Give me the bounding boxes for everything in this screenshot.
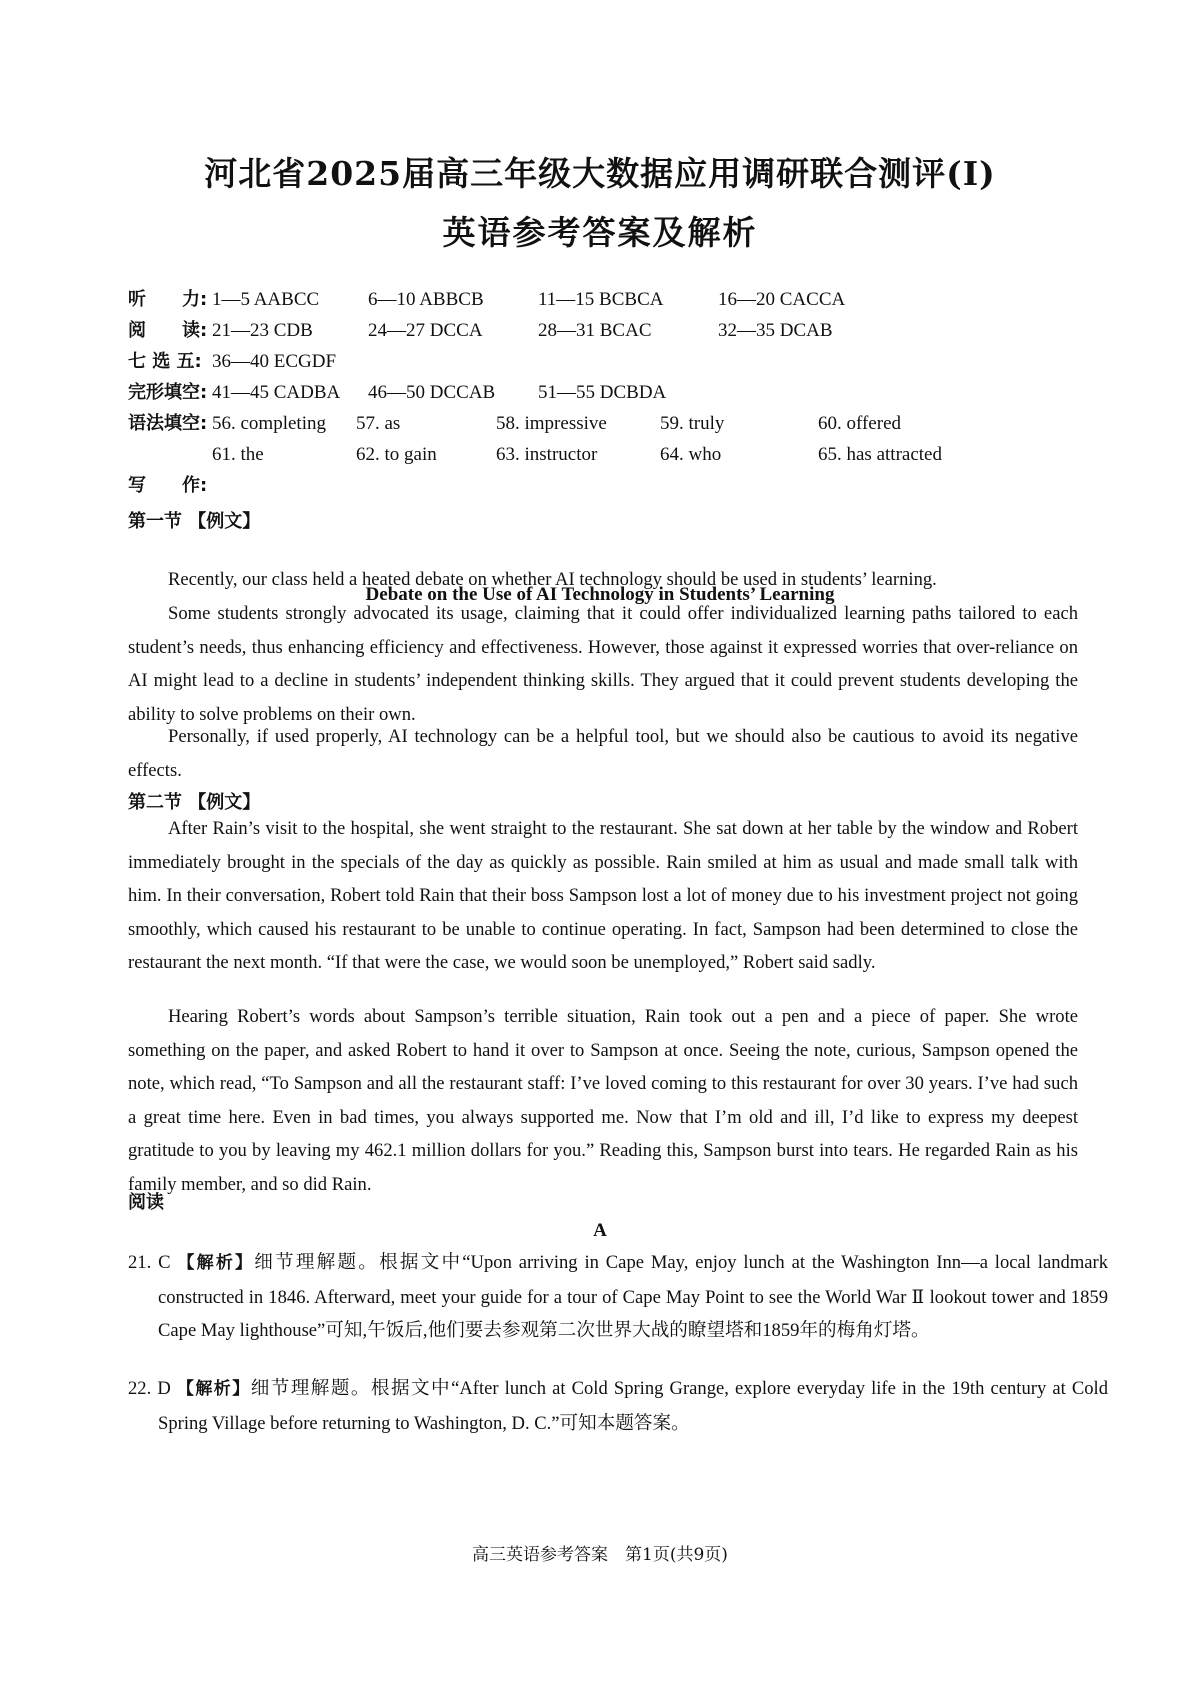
- page-subtitle: 英语参考答案及解析: [442, 213, 758, 252]
- answer-group: 1—5 AABCC: [212, 289, 320, 310]
- answer-group: 32—35 DCAB: [718, 320, 833, 341]
- answer-group: 11—15 BCBCA: [538, 289, 664, 310]
- answer-group: 41—45 CADBA: [212, 382, 341, 403]
- question-number: 21. C: [128, 1252, 171, 1273]
- grammar-answer: 57. as: [356, 413, 401, 434]
- answer-group: 51—55 DCBDA: [538, 382, 667, 403]
- page-title: 河北省2025届高三年级大数据应用调研联合测评(Ⅰ): [204, 154, 996, 193]
- story-paragraph: Hearing Robert’s words about Sampson’s terrible situation, Rain took out a pen and a piece of paper. She wrote something on the paper, and asked Robert to hand it over to Sampson at once. Seeing the note, curious, Sampson opened the note, which read, “To Sampson and all the restaurant staff: I’ve loved coming to this restaurant for over 30 years. I’ve had such a great time here. Even in bad times, you always supported me. Now that I’m old and ill, I’d like to express my deepest gratitude to you by leaving my 462.1 million dollars for you.” Reading this, Sampson burst into tears. He regarded Rain as his family member, and so did Rain.: [128, 1006, 1078, 1195]
- section2-heading: 第二节 【例文】: [128, 792, 261, 813]
- story-paragraph: After Rain’s visit to the hospital, she went straight to the restaurant. She sat down at her table by the window and Robert immediately brought in the specials of the day as quickly as possible. Rain smiled at him as usual and made small talk with him. In their conversation, Robert told Rain that their boss Sampson lost a lot of money due to his investment project not going smoothly, which caused his restaurant to be unable to continue operating. In fact, Sampson had been determined to close the restaurant the next month. “If that were the case, we would soon be unemployed,” Robert said sadly.: [128, 818, 1078, 974]
- explanation-tag: 【解析】: [176, 1379, 251, 1399]
- essay-title: Debate on the Use of AI Technology in Students’ Learning: [365, 584, 835, 605]
- grammar-answer: 62. to gain: [356, 444, 437, 465]
- grammar-label: 语法填空:: [128, 413, 208, 434]
- grammar-answer: 59. truly: [660, 413, 725, 434]
- writing-label: 写 作:: [128, 475, 208, 496]
- answer-group: 21—23 CDB: [212, 320, 313, 341]
- page-footer: 高三英语参考答案 第1页(共9页): [472, 1545, 728, 1565]
- answer-group: 28—31 BCAC: [538, 320, 652, 341]
- answer-explanation: [128, 1246, 1108, 1348]
- reading-heading: 阅读: [128, 1192, 164, 1213]
- essay-paragraph: Personally, if used properly, AI technology can be a helpful tool, but we should also be cautious to avoid its negative effects.: [128, 726, 1078, 781]
- answer-group: 36—40 ECGDF: [212, 351, 337, 372]
- answer-group: 16—20 CACCA: [718, 289, 846, 310]
- section1-heading: 第一节 【例文】: [128, 511, 261, 532]
- answer-group: 6—10 ABBCB: [368, 289, 484, 310]
- grammar-answer: 60. offered: [818, 413, 902, 434]
- answer-group: 46—50 DCCAB: [368, 382, 496, 403]
- passage-label: A: [593, 1220, 607, 1241]
- grammar-answer: 56. completing: [212, 413, 326, 434]
- grammar-answer: 65. has attracted: [818, 444, 942, 465]
- explanation-text: 细节理解题。根据文中“After lunch at Cold Spring Grange, explore everyday life in the 19th century at Cold Spring Village before returning to Washington, D. C.”可知本题答案。: [158, 1378, 1109, 1434]
- answer-explanation: [128, 1372, 1108, 1440]
- essay-paragraph: Some students strongly advocated its usage, claiming that it could offer individualized learning paths tailored to each student’s needs, thus enhancing efficiency and effectiveness. However, those against it expressed worries that over-reliance on AI might lead to a decline in students’ independent thinking skills. They argued that it could prevent students developing the ability to solve problems on their own.: [128, 603, 1078, 725]
- grammar-answer: 63. instructor: [496, 444, 598, 465]
- explanation-tag: 【解析】: [177, 1253, 255, 1273]
- grammar-answer: 58. impressive: [496, 413, 607, 434]
- seven-five-label: 七 选 五:: [128, 351, 202, 372]
- grammar-answer: 61. the: [212, 444, 264, 465]
- explanation-text: 细节理解题。根据文中“Upon arriving in Cape May, enjoy lunch at the Washington Inn—a local landmark constructed in 1846. Afterward, meet your guide for a tour of Cape May Point to see the World War Ⅱ lookout tower and 1859 Cape May lighthouse”可知,午饭后,他们要去参观第二次世界大战的瞭望塔和1859年的梅角灯塔。: [158, 1252, 1109, 1342]
- listening-label: 听 力:: [128, 289, 208, 310]
- essay-paragraph: Recently, our class held a heated debate on whether AI technology should be used in students’ learning.: [168, 569, 937, 590]
- reading-label: 阅 读:: [128, 320, 208, 341]
- cloze-label: 完形填空:: [128, 382, 208, 403]
- answer-group: 24—27 DCCA: [368, 320, 483, 341]
- question-number: 22. D: [128, 1378, 171, 1399]
- grammar-answer: 64. who: [660, 444, 722, 465]
